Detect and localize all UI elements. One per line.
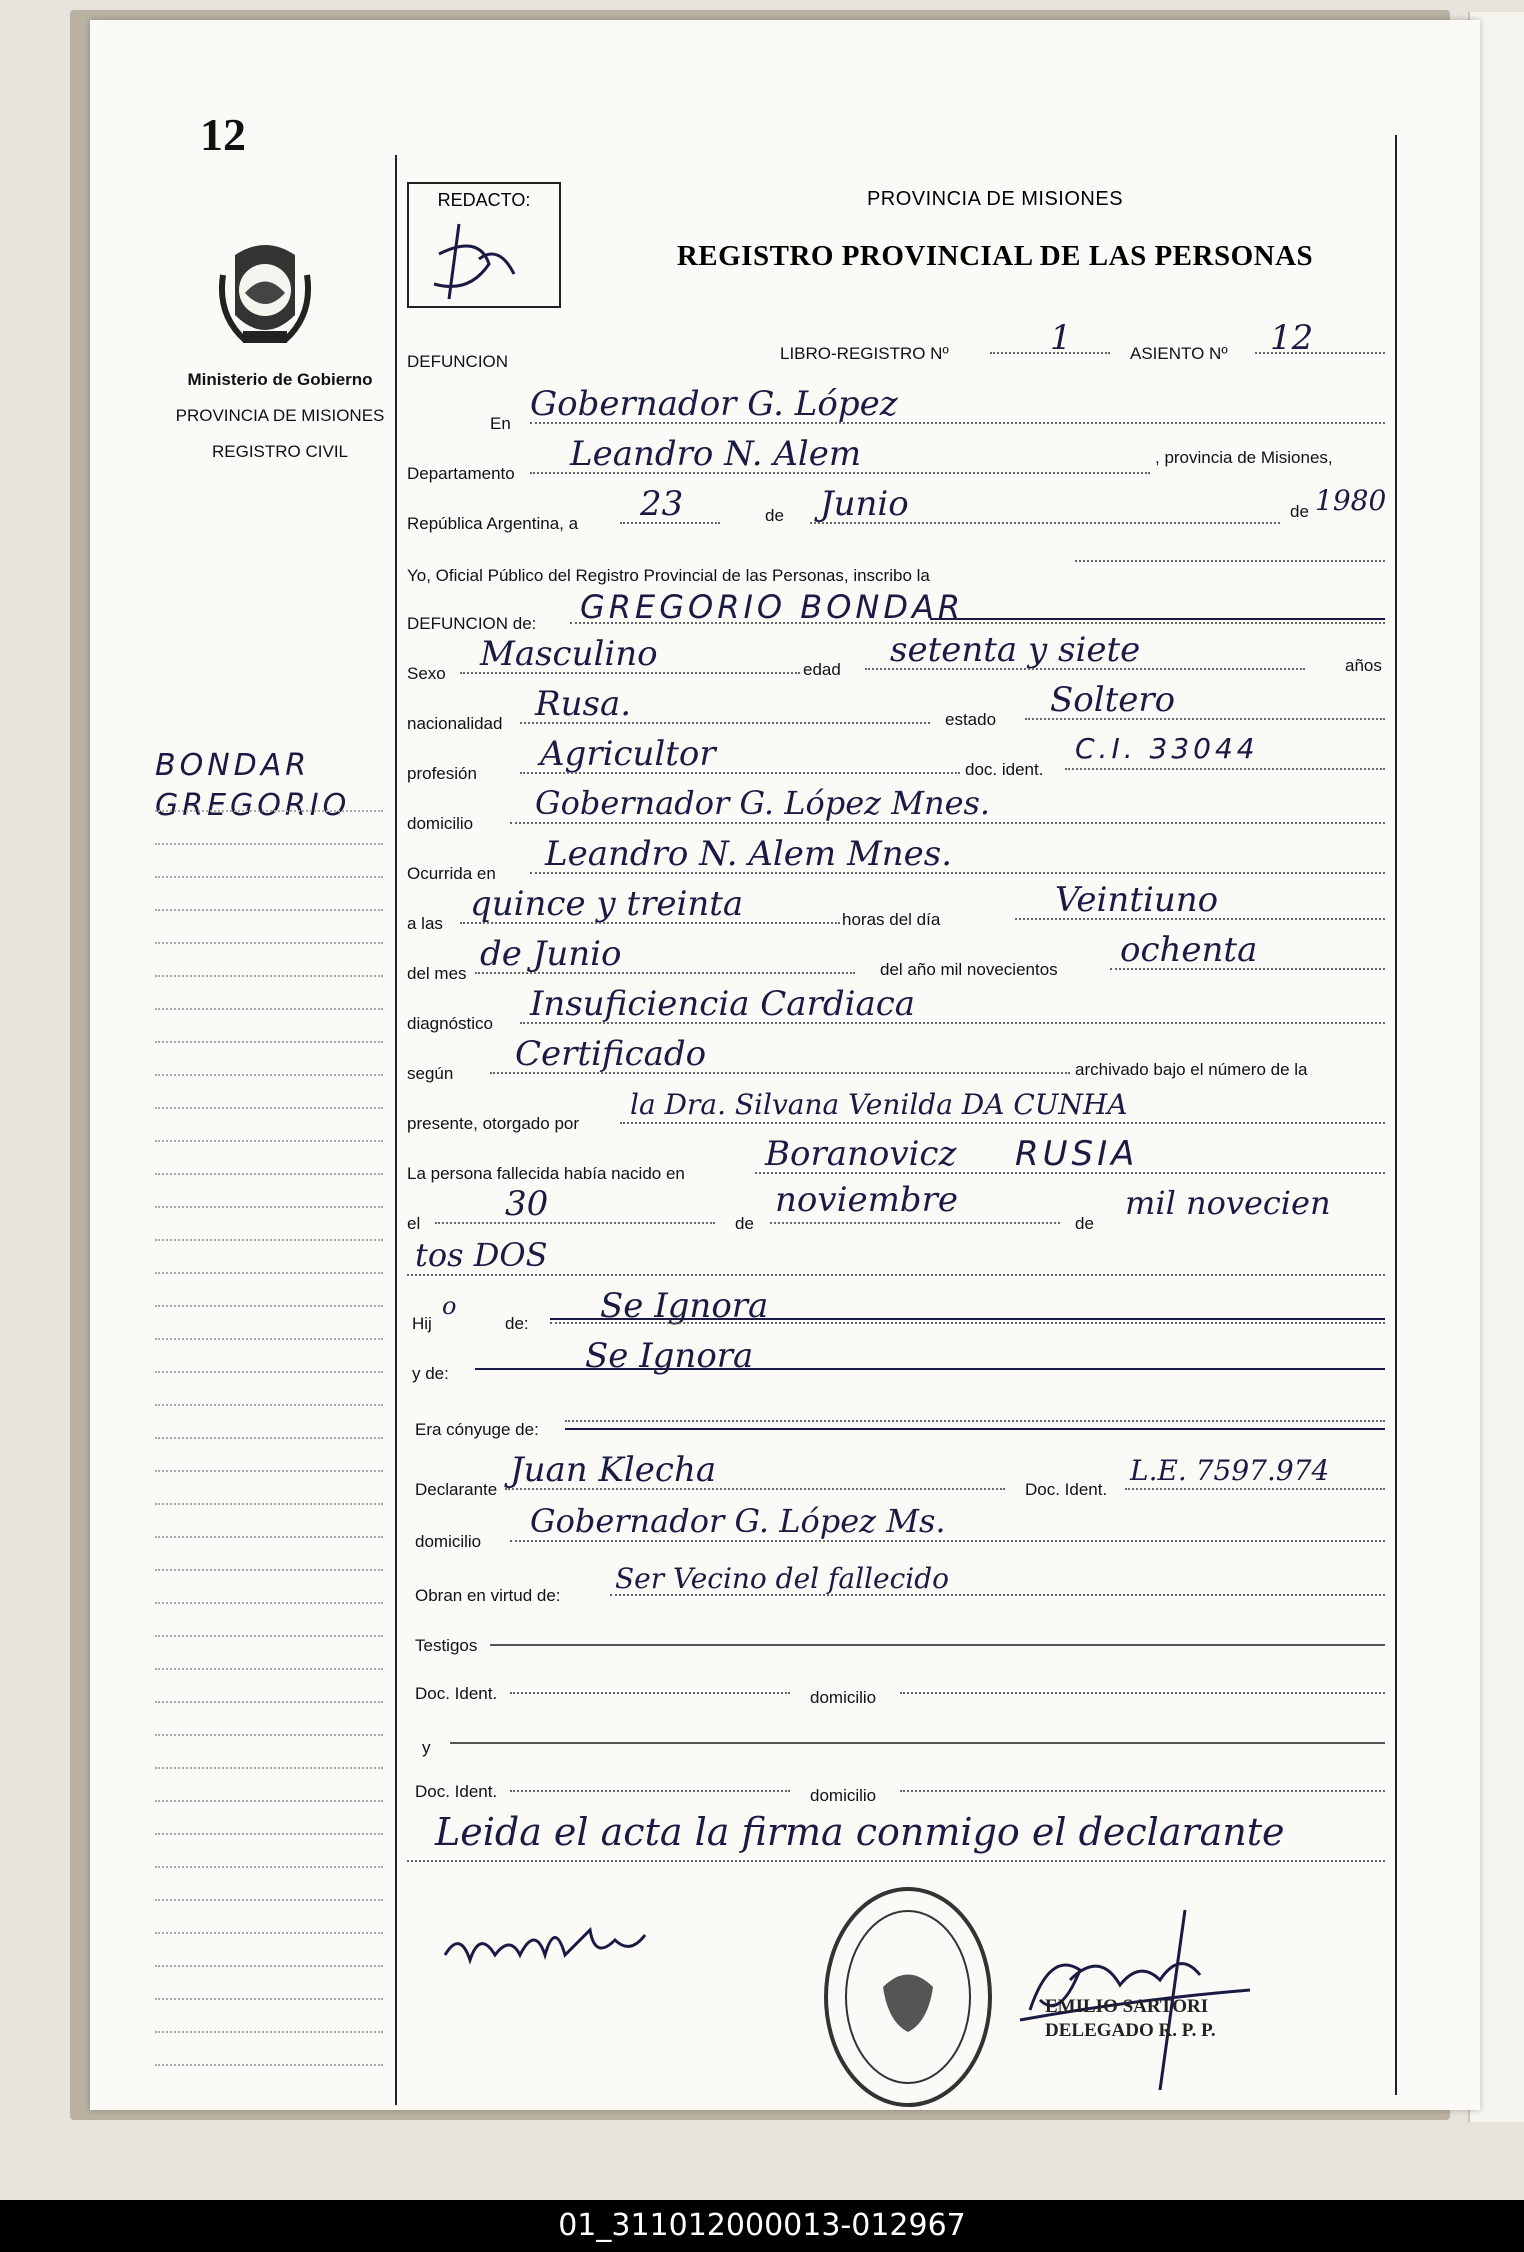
hijo-o-value: o [442, 1292, 457, 1320]
padre-value: Se Ignora [600, 1286, 769, 1326]
margin-rule [155, 1932, 383, 1934]
margin-rule [155, 1437, 383, 1439]
margin-rule [155, 1107, 383, 1109]
en-value: Gobernador G. López [530, 384, 898, 424]
ano-nac2-value: tos DOS [415, 1236, 548, 1274]
obran-label: Obran en virtud de: [415, 1586, 561, 1605]
margin-rule [155, 1206, 383, 1208]
misiones-seal-icon [215, 235, 315, 360]
margin-rule [155, 942, 383, 944]
margin-rule [155, 1635, 383, 1637]
margin-rule [155, 1569, 383, 1571]
republica-label: República Argentina, a [407, 514, 579, 533]
mes-line [810, 522, 1280, 524]
doc-ident3-line [510, 1692, 790, 1694]
official-title: DELEGADO R. P. P. [1045, 2020, 1216, 2041]
margin-rule [155, 1899, 383, 1901]
asiento-value: 12 [1270, 318, 1314, 358]
dia-letra-line [1015, 918, 1385, 920]
ministry-line2: PROVINCIA DE MISIONES [175, 406, 385, 425]
margin-rule [155, 1965, 383, 1967]
margin-rule [155, 2031, 383, 2033]
ministry-block [130, 362, 430, 470]
edad-line [865, 668, 1305, 670]
sexo-line [460, 672, 800, 674]
conyuge-line [565, 1420, 1385, 1422]
margin-rule [155, 1272, 383, 1274]
redacto-label: REDACTO: [437, 190, 531, 210]
domicilio2-label: domicilio [415, 1532, 482, 1551]
margin-rule [155, 810, 383, 812]
departamento-value: Leandro N. Alem [570, 434, 862, 474]
ocurrida-line [530, 872, 1385, 874]
horas-label: horas del día [842, 910, 941, 929]
province-header: PROVINCIA DE MISIONES [866, 188, 1124, 210]
obran-value: Ser Vecino del fallecido [615, 1562, 949, 1595]
margin-rule [155, 1602, 383, 1604]
diagnostico-line [520, 1022, 1385, 1024]
right-rule [1395, 135, 1397, 2095]
margin-rule [155, 1041, 383, 1043]
margin-rule [155, 1701, 383, 1703]
margin-rule [155, 1866, 383, 1868]
domicilio-line [510, 822, 1385, 824]
doc-decl-line [1125, 1488, 1385, 1490]
a-las-label: a las [407, 914, 443, 933]
domicilio-value: Gobernador G. López Mnes. [535, 784, 991, 822]
estado-value: Soltero [1050, 680, 1176, 720]
departamento-label: Departamento [407, 464, 515, 483]
nacido-label: La persona fallecida había nacido en [407, 1164, 685, 1183]
margin-rule [155, 1140, 383, 1142]
mes-nac-value: noviembre [775, 1180, 958, 1220]
testigos-label: Testigos [415, 1636, 478, 1655]
padre-rule [550, 1318, 1385, 1320]
estado-line [1025, 718, 1385, 720]
profesion-value: Agricultor [540, 734, 716, 774]
edad-value: setenta y siete [890, 630, 1141, 670]
dia-letra-value: Veintiuno [1055, 880, 1219, 920]
yo-line [1075, 560, 1385, 562]
diagnostico-label: diagnóstico [407, 1014, 494, 1033]
conyuge-rule [565, 1428, 1385, 1430]
segun-value: Certificado [515, 1034, 707, 1074]
margin-surname: BONDAR [155, 748, 311, 783]
de1-label: de [765, 506, 784, 525]
margin-rule [155, 1074, 383, 1076]
ocurrida-label: Ocurrida en [407, 864, 496, 883]
ano-value: 1980 [1315, 484, 1387, 517]
estado-label: estado [945, 710, 997, 729]
ministry-line3: REGISTRO CIVIL [211, 442, 349, 461]
dom-decl-value: Gobernador G. López Ms. [530, 1502, 946, 1540]
y-de-label: y de: [412, 1364, 449, 1383]
segun-label: según [407, 1064, 454, 1083]
margin-rule [155, 1734, 383, 1736]
conyuge-label: Era cónyuge de: [415, 1420, 539, 1439]
y-rule [450, 1742, 1385, 1744]
margin-rule [155, 1800, 383, 1802]
ocurrida-value: Leandro N. Alem Mnes. [545, 834, 953, 874]
yo-label: Yo, Oficial Público del Registro Provincial de las Personas, inscribo la [407, 566, 930, 585]
profesion-line [520, 772, 960, 774]
margin-given-name: GREGORIO [155, 788, 351, 823]
hijo-label: Hij [412, 1314, 432, 1333]
archivado-label: archivado bajo el número de la [1075, 1060, 1308, 1079]
nacionalidad-line [520, 722, 930, 724]
doc-line [1065, 768, 1385, 770]
sexo-value: Masculino [480, 634, 658, 674]
doc-ident4-line [510, 1790, 790, 1792]
domicilio3-line [900, 1692, 1385, 1694]
y-label: y [422, 1738, 431, 1757]
provincia-label: , provincia de Misiones, [1155, 448, 1333, 467]
asiento-label: ASIENTO Nº [1130, 344, 1228, 363]
diagnostico-value: Insuficiencia Cardiaca [530, 984, 916, 1024]
official-signature-icon [1010, 1890, 1270, 2090]
nacido-line [755, 1172, 1385, 1174]
margin-rule [155, 1833, 383, 1835]
madre-rule [475, 1368, 1385, 1370]
margin-rule [155, 2064, 383, 2066]
left-rule [395, 155, 397, 2105]
margin-rule [155, 1008, 383, 1010]
doc-ident2-label: Doc. Ident. [1025, 1480, 1108, 1499]
otorgado-line [620, 1122, 1385, 1124]
declarant-signature-icon [440, 1900, 680, 1980]
margin-rule [155, 1371, 383, 1373]
official-stamp [1045, 1995, 1216, 2043]
de2-label: de [1290, 502, 1309, 521]
margin-rule [155, 909, 383, 911]
declarante-label: Declarante [415, 1480, 498, 1499]
margin-rule [155, 1503, 383, 1505]
leida-value: Leida el acta la firma conmigo el declarante [435, 1810, 1285, 1854]
domicilio3-label: domicilio [810, 1688, 877, 1707]
domicilio4-label: domicilio [810, 1786, 877, 1805]
hora-line [460, 922, 840, 924]
image-caption: 01_311012000013-012967 [0, 2200, 1524, 2252]
redacto-box [407, 182, 561, 308]
mes-value: Junio [820, 484, 909, 524]
margin-rule [155, 1668, 383, 1670]
ministry-line1: Ministerio de Gobierno [187, 370, 373, 389]
lugar-nac-value: Boranovicz [765, 1134, 957, 1174]
margin-rule [155, 1536, 383, 1538]
nombre-rule [930, 618, 1385, 620]
dia-value: 23 [640, 484, 684, 524]
del-mes-label: del mes [407, 964, 467, 983]
dia-nac-value: 30 [505, 1184, 549, 1224]
sexo-label: Sexo [407, 664, 446, 683]
departamento-line [530, 472, 1150, 474]
doc-ident-label: doc. ident. [965, 760, 1044, 779]
libro-label: LIBRO-REGISTRO Nº [780, 344, 949, 363]
dia-nac-line [435, 1222, 715, 1224]
en-line [530, 422, 1385, 424]
page-number: 12 [200, 109, 246, 160]
margin-rule [155, 1305, 383, 1307]
margin-rule [155, 843, 383, 845]
margin-rule [155, 1404, 383, 1406]
margin-rule [155, 975, 383, 977]
ano-letra-line [1110, 968, 1385, 970]
margin-rule [155, 876, 383, 878]
ano-nac2-line [407, 1274, 1385, 1276]
doc-ident3-label: Doc. Ident. [415, 1684, 498, 1703]
redacto-signature-icon [419, 214, 539, 304]
de3-label: de [735, 1214, 754, 1233]
hijo-de-label: de: [505, 1314, 529, 1333]
doc-value: C.I. 33044 [1075, 732, 1259, 765]
margin-rule [155, 1173, 383, 1175]
del-ano-label: del año mil novecientos [880, 960, 1058, 979]
nacionalidad-value: Rusa. [535, 684, 632, 724]
registry-stamp-icon [818, 1882, 998, 2117]
official-name: EMILIO SARTORI [1045, 1996, 1209, 2017]
hora-value: quince y treinta [470, 884, 744, 924]
presente-label: presente, otorgado por [407, 1114, 580, 1133]
register-page [90, 20, 1480, 2110]
dom-decl-line [510, 1540, 1385, 1542]
ano-nac1-value: mil novecien [1125, 1184, 1331, 1222]
mes2-value: de Junio [480, 934, 622, 974]
el-label: el [407, 1214, 421, 1233]
nacionalidad-label: nacionalidad [407, 714, 503, 733]
obran-line [610, 1594, 1385, 1596]
otorgado-value: la Dra. Silvana Venilda DA CUNHA [630, 1088, 1128, 1121]
edad-label: edad [803, 660, 841, 679]
defuncion-de-label: DEFUNCION de: [407, 614, 537, 633]
libro-value: 1 [1050, 318, 1072, 358]
madre-value: Se Ignora [585, 1336, 754, 1376]
registry-header: REGISTRO PROVINCIAL DE LAS PERSONAS [676, 240, 1314, 272]
declarante-value: Juan Klecha [510, 1450, 717, 1490]
nombre-value: GREGORIO BONDAR [580, 588, 965, 626]
ano-letra-value: ochenta [1120, 930, 1258, 970]
doc-ident4-label: Doc. Ident. [415, 1782, 498, 1801]
en-label: En [490, 414, 511, 433]
domicilio4-line [900, 1790, 1385, 1792]
declarante-line [505, 1488, 1005, 1490]
mes2-line [475, 972, 855, 974]
margin-rule [155, 1767, 383, 1769]
dia-line [620, 522, 720, 524]
margin-rule [155, 1239, 383, 1241]
mes-nac-line [770, 1222, 1060, 1224]
de4-label: de [1075, 1214, 1094, 1233]
pais-nac-value: RUSIA [1015, 1134, 1139, 1174]
doc-decl-value: L.E. 7597.974 [1130, 1454, 1330, 1487]
margin-rule [155, 1470, 383, 1472]
profesion-label: profesión [407, 764, 477, 783]
nombre-line [570, 622, 1385, 624]
anos-label: años [1345, 656, 1382, 675]
margin-rule [155, 1338, 383, 1340]
defuncion-label: DEFUNCION [407, 352, 509, 371]
margin-rule [155, 1998, 383, 2000]
segun-line [490, 1072, 1070, 1074]
testigos-rule [490, 1644, 1385, 1646]
padre-line [550, 1322, 1385, 1324]
leida-line [407, 1860, 1385, 1862]
domicilio-label: domicilio [407, 814, 474, 833]
